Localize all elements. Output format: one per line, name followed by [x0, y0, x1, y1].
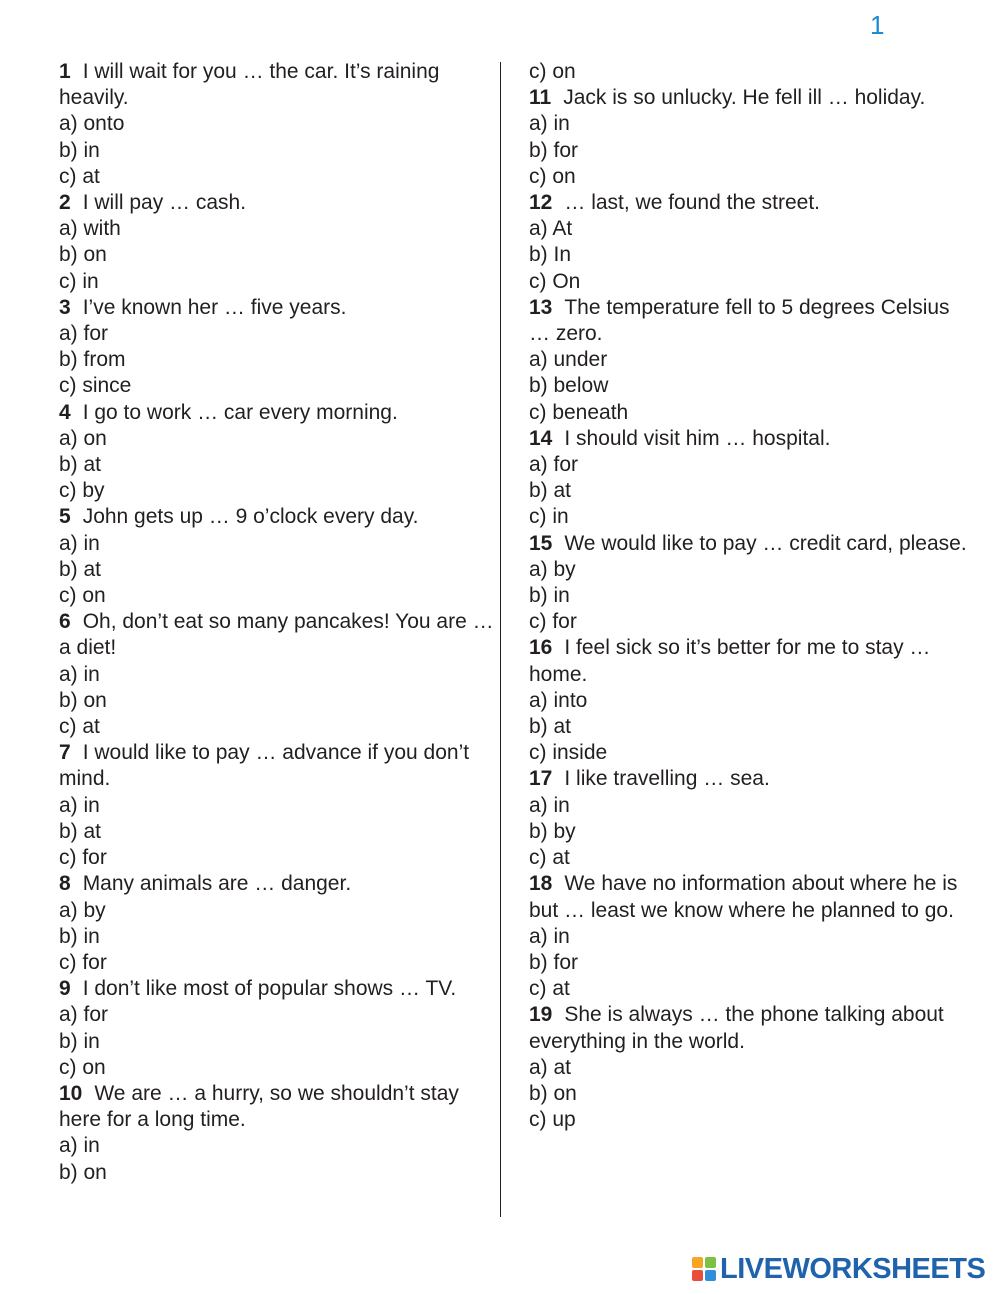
answer-option[interactable]: a) on — [59, 426, 107, 450]
answer-option[interactable]: a) by — [529, 557, 576, 581]
answer-option[interactable]: b) for — [529, 950, 579, 974]
question-number: 1 — [59, 60, 71, 83]
answer-option[interactable]: a) in — [59, 793, 100, 817]
answer-option[interactable]: a) for — [59, 322, 109, 346]
question-text: Jack is so unlucky. He fell ill … holiday. — [563, 86, 926, 110]
answer-option[interactable]: c) on — [529, 164, 576, 188]
question-text: John gets up … 9 o’clock every day. — [82, 505, 419, 529]
question-18 — [529, 871, 969, 923]
answer-option[interactable]: c) on — [529, 60, 576, 83]
answer-option[interactable]: c) for — [59, 846, 107, 870]
question-number: 3 — [59, 295, 71, 319]
question-12 — [529, 190, 969, 216]
question-text: The temperature fell to 5 degrees Celsius … zero. — [529, 295, 950, 346]
answer-option[interactable]: a) At — [529, 217, 573, 241]
question-17 — [529, 766, 969, 792]
answer-option[interactable]: a) in — [59, 662, 100, 686]
question-15 — [529, 531, 969, 557]
question-8 — [59, 871, 499, 897]
question-11 — [529, 85, 969, 111]
question-3 — [59, 295, 499, 321]
answer-option[interactable]: a) by — [59, 898, 106, 922]
question-7 — [59, 740, 499, 792]
answer-option[interactable]: a) for — [529, 453, 579, 477]
question-text: I will pay … cash. — [82, 191, 247, 215]
answer-option[interactable]: a) for — [59, 1003, 109, 1027]
answer-option[interactable]: c) at — [529, 846, 570, 870]
answer-option[interactable]: b) below — [529, 374, 609, 398]
question-19 — [529, 1002, 969, 1054]
question-number: 12 — [529, 191, 553, 215]
answer-option[interactable]: b) at — [59, 819, 102, 843]
question-text: I feel sick so it’s better for me to stay … home. — [529, 636, 931, 686]
answer-option[interactable]: a) into — [529, 688, 588, 712]
answer-option[interactable]: b) for — [529, 138, 579, 162]
question-number: 16 — [529, 636, 553, 660]
liveworksheets-brand — [692, 1254, 985, 1284]
answer-option[interactable]: a) in — [529, 793, 570, 817]
answer-option[interactable]: c) at — [529, 977, 570, 1001]
answer-option[interactable]: b) at — [59, 453, 102, 477]
answer-option[interactable]: c) beneath — [529, 400, 629, 424]
question-9 — [59, 976, 499, 1002]
answer-option[interactable]: c) up — [529, 1108, 576, 1132]
question-text: We would like to pay … credit card, please. — [564, 531, 967, 555]
question-2 — [59, 190, 499, 216]
question-text: Many animals are … danger. — [82, 872, 352, 896]
question-number: 13 — [529, 295, 553, 319]
question-text: I like travelling … sea. — [564, 767, 770, 791]
answer-option[interactable]: b) at — [529, 715, 572, 739]
answer-option[interactable]: c) by — [59, 479, 105, 503]
answer-option[interactable]: b) on — [529, 1081, 577, 1105]
question-13 — [529, 295, 969, 347]
question-text: Oh, don’t eat so many pancakes! You are … a diet! — [59, 610, 494, 660]
liveworksheets-logo-icon — [692, 1257, 716, 1281]
question-number: 6 — [59, 610, 71, 634]
answer-option[interactable]: b) in — [529, 584, 570, 608]
answer-option[interactable]: a) in — [529, 112, 570, 136]
question-number: 2 — [59, 191, 71, 215]
question-text: I will wait for you … the car. It’s raining heavily. — [59, 60, 440, 110]
answer-option[interactable]: a) with — [59, 217, 121, 241]
answer-option[interactable]: c) inside — [529, 741, 608, 765]
question-number: 5 — [59, 505, 71, 529]
question-text: I’ve known her … five years. — [82, 295, 347, 319]
answer-option[interactable]: a) at — [529, 1055, 572, 1079]
question-text: She is always … the phone talking about everything in the world. — [529, 1003, 944, 1053]
question-number: 19 — [529, 1003, 553, 1027]
question-text: I go to work … car every morning. — [82, 400, 398, 424]
question-5 — [59, 504, 499, 530]
question-text: We have no information about where he is but … least we know where he planned to go. — [529, 872, 958, 922]
answer-option[interactable]: c) in — [59, 269, 99, 293]
question-16 — [529, 635, 969, 687]
page-number: 1 — [870, 10, 885, 40]
question-number: 10 — [59, 1081, 83, 1105]
question-number: 15 — [529, 531, 553, 555]
answer-option[interactable]: c) on — [59, 584, 106, 608]
answer-option[interactable]: c) at — [59, 715, 100, 739]
answer-option[interactable]: b) on — [59, 688, 107, 712]
question-number: 17 — [529, 767, 553, 791]
question-text: … last, we found the street. — [564, 191, 820, 215]
question-14 — [529, 426, 969, 452]
answer-option[interactable]: b) on — [59, 243, 107, 267]
answer-option[interactable]: a) under — [529, 348, 608, 372]
question-number: 9 — [59, 977, 71, 1001]
question-1 — [59, 59, 499, 111]
answer-option[interactable]: b) in — [59, 1029, 100, 1053]
answer-option[interactable]: c) for — [529, 610, 577, 634]
question-number: 4 — [59, 400, 71, 424]
question-number: 8 — [59, 872, 71, 896]
question-text: We are … a hurry, so we shouldn’t stay here for a long time. — [59, 1081, 459, 1132]
answer-option[interactable]: b) in — [59, 924, 100, 948]
answer-option[interactable]: a) in — [59, 1134, 100, 1158]
answer-option[interactable]: a) in — [59, 531, 100, 555]
answer-option[interactable]: c) on — [59, 1055, 106, 1079]
answer-option[interactable]: c) for — [59, 950, 107, 974]
answer-option[interactable]: b) from — [59, 348, 126, 372]
question-text: I would like to pay … advance if you don’t mind. — [59, 741, 470, 791]
question-number: 11 — [529, 86, 552, 110]
question-number: 14 — [529, 426, 553, 450]
answer-option[interactable]: b) in — [59, 138, 100, 162]
answer-option[interactable]: b) In — [529, 243, 572, 267]
brand-name: LIVEWORKSHEETS — [720, 1252, 986, 1285]
answer-option[interactable]: a) onto — [59, 112, 125, 136]
answer-option[interactable]: c) since — [59, 374, 132, 398]
answer-option[interactable]: c) On — [529, 269, 581, 293]
answer-option[interactable]: c) in — [529, 505, 569, 529]
answer-option[interactable]: a) in — [529, 924, 570, 948]
left-question-column — [59, 59, 499, 1186]
right-question-column — [529, 59, 969, 1133]
answer-option[interactable]: c) at — [59, 164, 100, 188]
question-4 — [59, 400, 499, 426]
answer-option[interactable]: b) at — [59, 557, 102, 581]
column-divider — [500, 62, 501, 1217]
answer-option[interactable]: b) at — [529, 479, 572, 503]
question-text: I don’t like most of popular shows … TV. — [82, 977, 457, 1001]
answer-option[interactable]: b) on — [59, 1160, 107, 1184]
question-6 — [59, 609, 499, 661]
question-text: I should visit him … hospital. — [564, 426, 831, 450]
question-number: 7 — [59, 741, 71, 765]
question-10 — [59, 1081, 499, 1133]
answer-option[interactable]: b) by — [529, 819, 576, 843]
question-number: 18 — [529, 872, 553, 896]
